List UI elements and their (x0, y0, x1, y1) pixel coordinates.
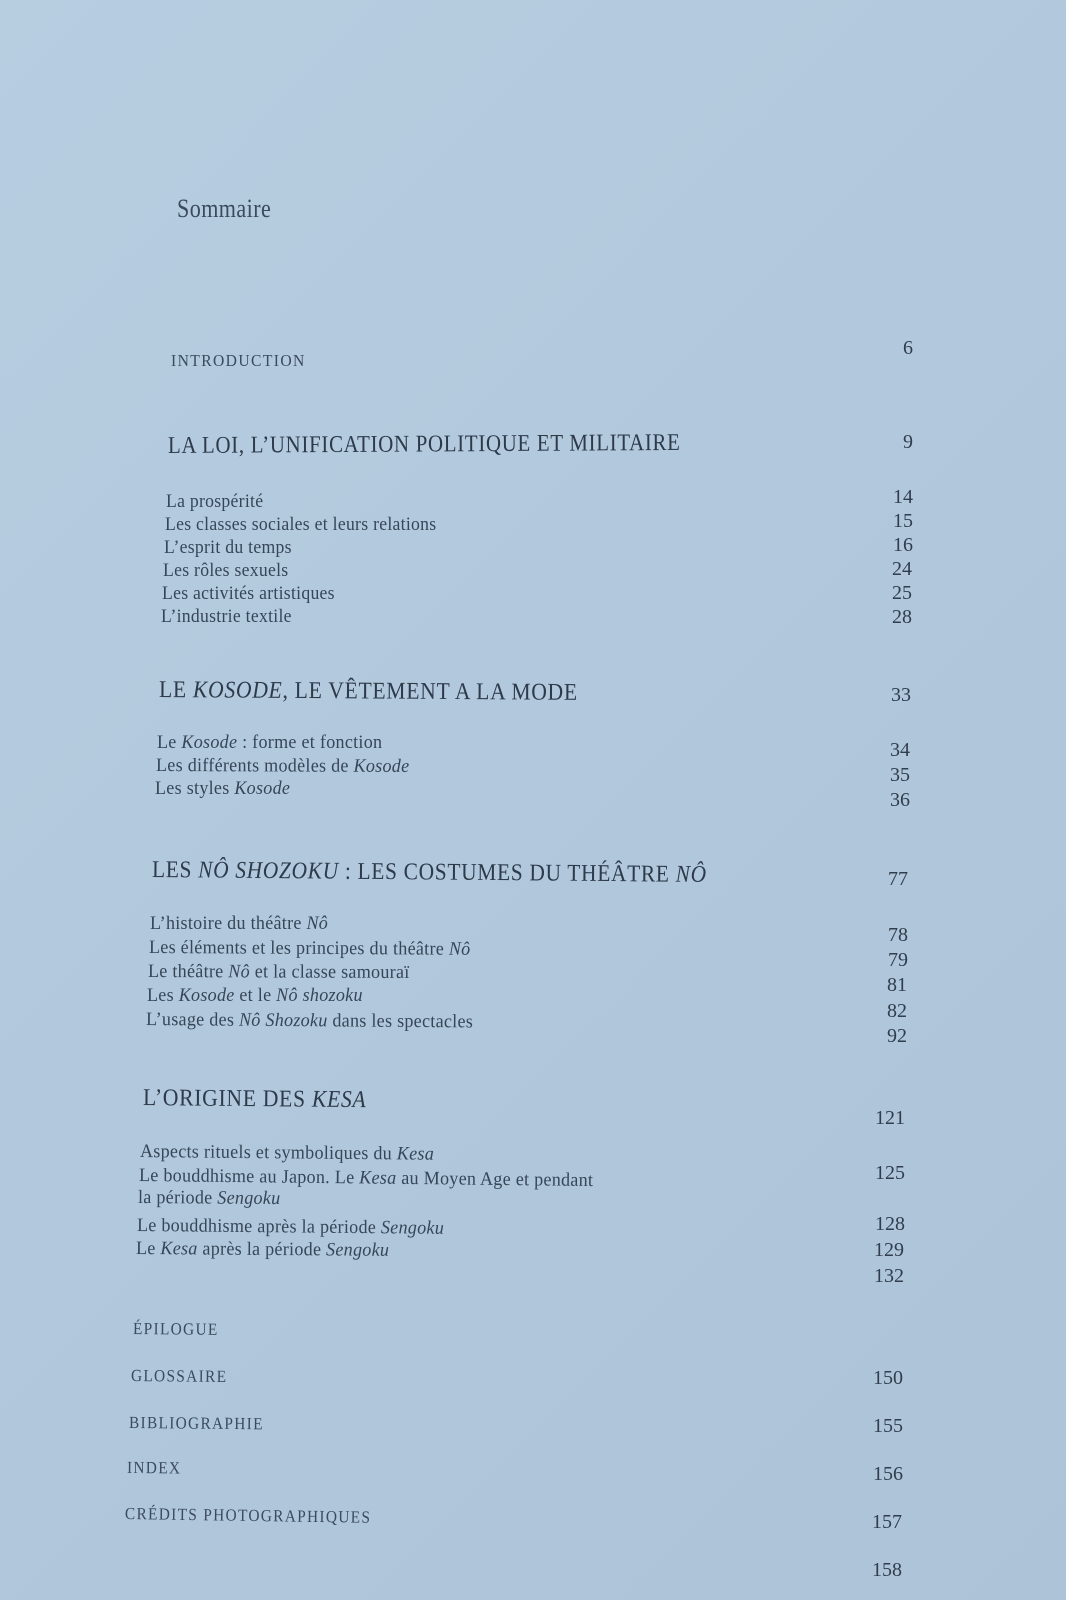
toc-entry: Le bouddhisme au Japon. Le Kesa au Moyen Age et pendant (138, 1165, 594, 1192)
toc-entry: Les activités artistiques (162, 583, 335, 604)
toc-page-number: 16 (893, 534, 913, 556)
toc-page-number: 150 (873, 1367, 903, 1389)
toc-entry: Aspects rituels et symboliques du Kesa (139, 1141, 435, 1165)
toc-page-number: 28 (892, 606, 912, 628)
toc-epilogue: ÉPILOGUE (132, 1319, 219, 1339)
toc-entry: L’histoire du théâtre Nô (150, 913, 329, 934)
toc-entry: L’industrie textile (161, 606, 292, 627)
toc-page-number: 25 (892, 582, 912, 604)
toc-bibliographie: BIBLIOGRAPHIE (128, 1413, 264, 1434)
toc-entry: L’usage des Nô Shozoku dans les spectacles (145, 1009, 474, 1033)
toc-entry-continued: la période Sengoku (137, 1187, 281, 1210)
section-1-page: 9 (903, 431, 913, 453)
toc-page-number: 79 (888, 949, 908, 971)
toc-page-number: 34 (890, 739, 910, 761)
toc-entry: Les rôles sexuels (163, 560, 289, 581)
toc-page-number: 92 (887, 1025, 907, 1047)
toc-glossaire: GLOSSAIRE (130, 1366, 228, 1386)
toc-entry: Le Kosode : forme et fonction (157, 732, 383, 753)
toc-page-number: 125 (875, 1162, 905, 1184)
toc-page-number: 24 (892, 558, 912, 580)
toc-entry: Le théâtre Nô et la classe samouraï (147, 961, 410, 983)
toc-page-number: 157 (872, 1511, 902, 1533)
toc-page-number: 129 (874, 1239, 904, 1261)
toc-entry: La prospérité (166, 491, 264, 512)
toc-page-number: 128 (875, 1213, 905, 1235)
page-title: Sommaire (177, 194, 272, 223)
toc-credits: CRÉDITS PHOTOGRAPHIQUES (124, 1504, 372, 1527)
toc-page-number: 132 (874, 1265, 904, 1287)
toc-page-number: 14 (893, 486, 913, 508)
section-4-page: 121 (875, 1107, 905, 1129)
section-2-page: 33 (891, 684, 911, 706)
toc-entry: Le Kesa après la période Sengoku (135, 1238, 390, 1261)
section-3-page: 77 (888, 868, 908, 890)
toc-entry: Les différents modèles de Kosode (155, 755, 410, 777)
toc-intro-label: INTRODUCTION (171, 351, 306, 370)
toc-page-number: 81 (887, 974, 907, 996)
toc-page-number: 78 (888, 924, 908, 946)
toc-page-number: 36 (890, 789, 910, 811)
section-1-heading: LA LOI, L’UNIFICATION POLITIQUE ET MILITAIRE (167, 429, 681, 459)
toc-index: INDEX (126, 1458, 182, 1478)
section-4-heading: L’ORIGINE DES KESA (142, 1085, 367, 1114)
toc-entry: Les Kosode et le Nô shozoku (147, 985, 363, 1006)
toc-entry: Les classes sociales et leurs relations (165, 514, 437, 535)
toc-entry: Les éléments et les principes du théâtre Nô (148, 937, 471, 960)
toc-intro-page: 6 (903, 337, 913, 359)
toc-entry: Le bouddhisme après la période Sengoku (136, 1215, 445, 1239)
toc-page-number: 35 (890, 764, 910, 786)
toc-page-number: 158 (872, 1559, 902, 1581)
toc-page-number: 15 (893, 510, 913, 532)
toc-page-number: 155 (873, 1415, 903, 1437)
section-3-heading: LES NÔ SHOZOKU : LES COSTUMES DU THÉÂTRE NÔ (151, 857, 707, 888)
toc-entry: Les styles Kosode (155, 778, 291, 799)
toc-page-number: 82 (887, 1000, 907, 1022)
toc-entry: L’esprit du temps (164, 537, 292, 558)
toc-page-number: 156 (873, 1463, 903, 1485)
section-2-heading: LE KOSODE, LE VÊTEMENT A LA MODE (158, 677, 578, 706)
